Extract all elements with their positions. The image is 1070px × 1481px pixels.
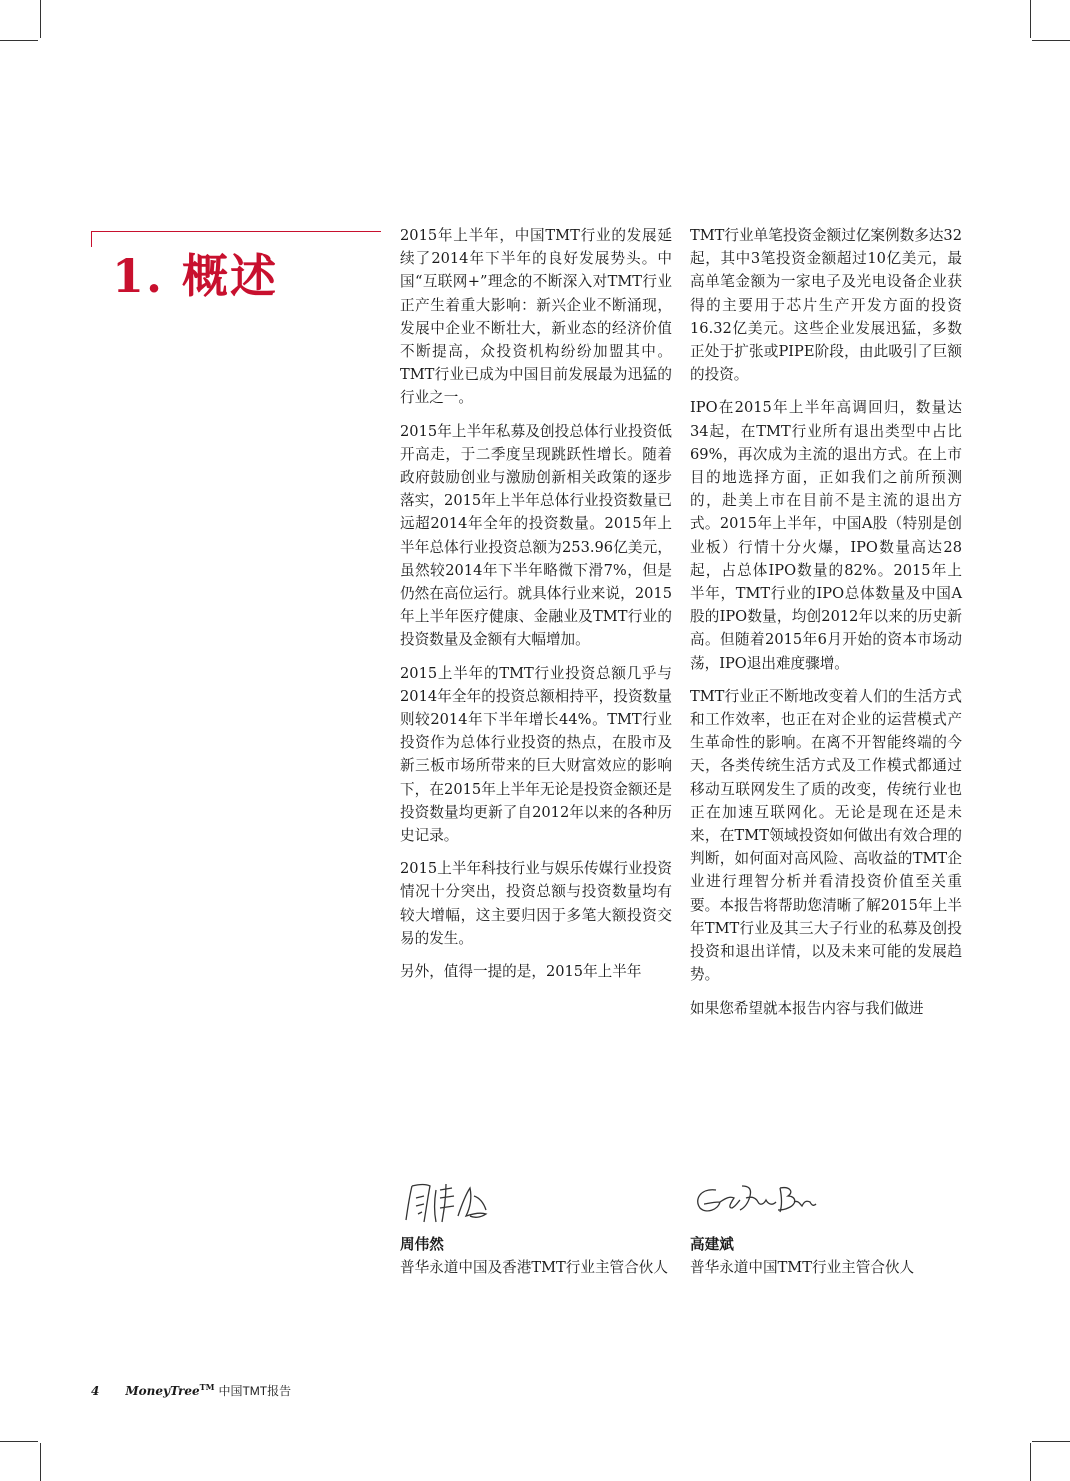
page-footer	[91, 1382, 291, 1399]
paragraph: 如果您希望就本报告内容与我们做进	[690, 999, 924, 1017]
paragraph: 另外，值得一提的是，2015年上半年	[400, 963, 642, 981]
text-column-1	[400, 224, 672, 993]
crop-mark	[0, 40, 38, 41]
paragraph: 2015年上半年私募及创投总体行业投资低开高走，于二季度呈现跳跃性增长。随着政府鼓励创业与激励创新相关政策的逐步落实，2015年上半年总体行业投资数量已远超2014年全年的投资数量。2015年上半年总体行业投资总额为253.96亿美元，虽然较2014年下半年略微下滑7%，但是仍然在高位运行。就具体行业来说，2015年上半年医疗健康、金融业及TMT行业的投资数量及金额有大幅增加。	[400, 422, 672, 649]
crop-mark	[1030, 1443, 1031, 1481]
signature-image-2	[690, 1180, 820, 1220]
paragraph: TMT行业正不断地改变着人们的生活方式和工作效率，也正在对企业的运营模式产生革命性的影响。在离不开智能终端的今天，各类传统生活方式及工作模式都通过移动互联网发生了质的改变，传统行业也正在加速互联网化。无论是现在还是未来，在TMT领域投资如何做出有效合理的判断，如何面对高风险、高收益的TMT企业进行理智分析并看清投资价值至关重要。本报告将帮助您清晰了解2015年上半年TMT行业及其三大子行业的私募及创投投资和退出详情，以及未来可能的发展趋势。	[690, 687, 962, 984]
crop-mark	[0, 1441, 38, 1442]
report-name: 中国TMT报告	[218, 1384, 292, 1398]
trademark-mark: TM	[199, 1382, 215, 1392]
signer-block-2	[690, 1233, 960, 1279]
crop-mark	[1032, 40, 1070, 41]
paragraph: 2015年上半年，中国TMT行业的发展延续了2014年下半年的良好发展势头。中国“互联网+”理念的不断深入对TMT行业正产生着重大影响：新兴企业不断涌现，发展中企业不断壮大，新业态的经济价值不断提高，众投资机构纷纷加盟其中。TMT行业已成为中国目前发展最为迅猛的行业之一。	[400, 227, 672, 407]
signer-title: 普华永道中国及香港TMT行业主管合伙人	[400, 1259, 668, 1276]
section-rule-tick	[91, 231, 92, 247]
paragraph: IPO在2015年上半年高调回归，数量达34起，在TMT行业所有退出类型中占比69%，再次成为主流的退出方式。在上市目的地选择方面，正如我们之前所预测的，赴美上市在目前不是主流的退出方式。2015年上半年，中国A股（特别是创业板）行情十分火爆，IPO数量高达28起，占总体IPO数量的82%。2015年上半年，TMT行业的IPO总体数量及中国A股的IPO数量，均创2012年以来的历史新高。但随着2015年6月开始的资本市场动荡，IPO退出难度骤增。	[690, 399, 962, 672]
text-column-2	[690, 224, 962, 1030]
signer-name: 高建斌	[690, 1236, 734, 1253]
section-rule	[91, 231, 381, 232]
page-number: 4	[91, 1384, 100, 1398]
crop-mark	[40, 0, 41, 38]
signature-image-1	[400, 1176, 500, 1228]
signer-block-1	[400, 1233, 670, 1279]
brand-name: MoneyTree	[125, 1384, 200, 1398]
crop-mark	[1032, 1441, 1070, 1442]
signer-title: 普华永道中国TMT行业主管合伙人	[690, 1259, 915, 1276]
paragraph: 2015上半年科技行业与娱乐传媒行业投资情况十分突出，投资总额与投资数量均有较大增幅，这主要归因于多笔大额投资交易的发生。	[400, 860, 672, 947]
signer-name: 周伟然	[400, 1236, 444, 1253]
paragraph: 2015上半年的TMT行业投资总额几乎与2014年全年的投资总额相持平，投资数量则较2014年下半年增长44%。TMT行业投资作为总体行业投资的热点，在股市及新三板市场所带来的巨大财富效应的影响下，在2015年上半年无论是投资金额还是投资数量均更新了自2012年以来的各种历史记录。	[400, 664, 672, 845]
crop-mark	[40, 1443, 41, 1481]
crop-mark	[1030, 0, 1031, 38]
section-title: 1. 概述	[112, 249, 279, 303]
paragraph: TMT行业单笔投资金额过亿案例数多达32起，其中3笔投资金额超过10亿美元，最高单笔金额为一家电子及光电设备企业获得的主要用于芯片生产开发方面的投资16.32亿美元。这些企业发展迅猛，多数正处于扩张或PIPE阶段，由此吸引了巨额的投资。	[690, 227, 962, 384]
